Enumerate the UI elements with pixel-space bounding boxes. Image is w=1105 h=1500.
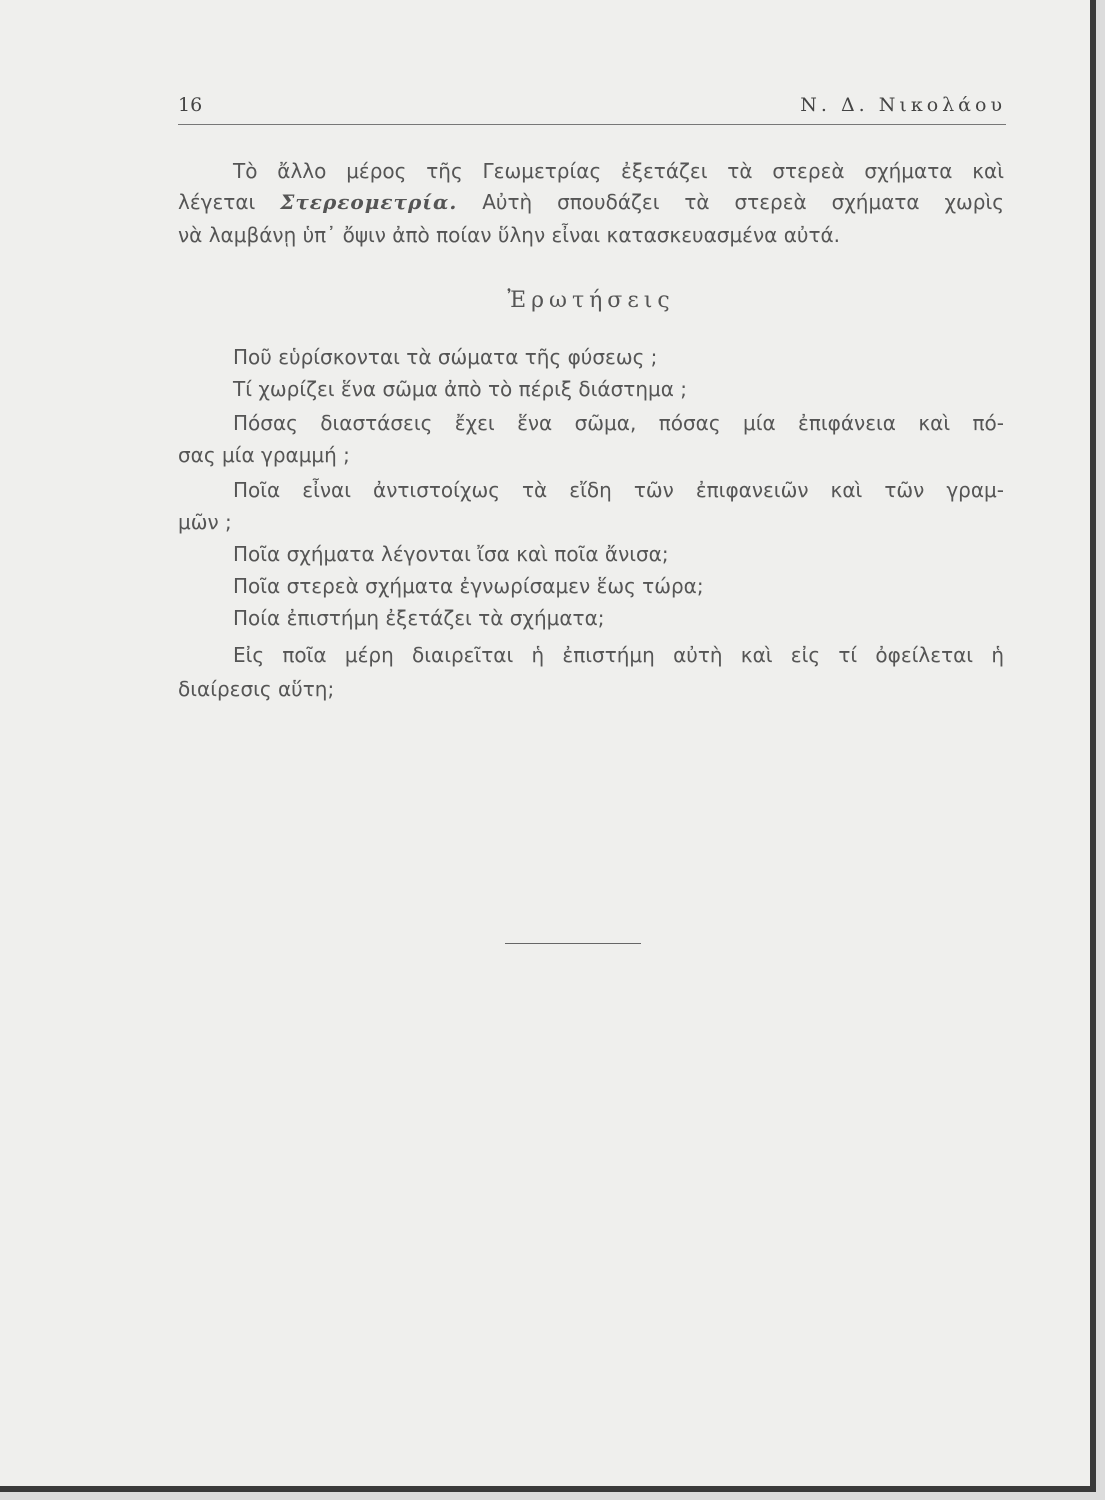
running-head — [178, 92, 1006, 125]
intro-line-2-end: Αὐτὴ σπουδάζει τὰ στερεὰ σχήματα χωρὶς — [482, 190, 1005, 214]
end-rule — [505, 943, 641, 944]
question-line: σας μία γραμμή ; — [178, 443, 350, 467]
term-stereometry: Στερεομετρία. — [280, 190, 458, 214]
question-line: Ποῖα σχήματα λέγονται ἴσα καὶ ποῖα ἄνισα; — [233, 542, 669, 566]
question-line: Ποῖα εἶναι ἀντιστοίχως τὰ εἴδη τῶν ἐπιφανειῶν καὶ τῶν γραμ- — [233, 478, 1004, 502]
question-line: μῶν ; — [178, 510, 232, 534]
intro-line-3: νὰ λαμβάνῃ ὑπ᾽ ὄψιν ἀπὸ ποίαν ὕλην εἶναι κατασκευασμένα αὐτά. — [178, 223, 841, 247]
question-line: Ποῦ εὑρίσκονται τὰ σώματα τῆς φύσεως ; — [233, 345, 658, 369]
intro-line-2-start: λέγεται — [178, 190, 256, 214]
intro-line-2 — [178, 188, 1004, 216]
author-name: Ν. Δ. Νικολάου — [800, 94, 1006, 116]
page-number: 16 — [178, 94, 203, 116]
question-line: Ποία ἐπιστήμη ἐξετάζει τὰ σχήματα; — [233, 606, 605, 630]
intro-line-1: Τὸ ἄλλο μέρος τῆς Γεωμετρίας ἐξετάζει τὰ στερεὰ σχήματα καὶ — [233, 159, 1004, 183]
question-line: Τί χωρίζει ἕνα σῶμα ἀπὸ τὸ πέριξ διάστημα ; — [233, 377, 687, 401]
question-line: διαίρεσις αὕτη; — [178, 677, 335, 701]
question-line: Πόσας διαστάσεις ἔχει ἕνα σῶμα, πόσας μία ἐπιφάνεια καὶ πό- — [233, 411, 1004, 435]
question-line: Ποῖα στερεὰ σχήματα ἐγνωρίσαμεν ἕως τώρα; — [233, 574, 704, 598]
questions-heading: Ἐρωτήσεις — [507, 288, 675, 313]
question-line: Εἰς ποῖα μέρη διαιρεῖται ἡ ἐπιστήμη αὐτὴ καὶ εἰς τί ὀφείλεται ἡ — [233, 643, 1004, 667]
